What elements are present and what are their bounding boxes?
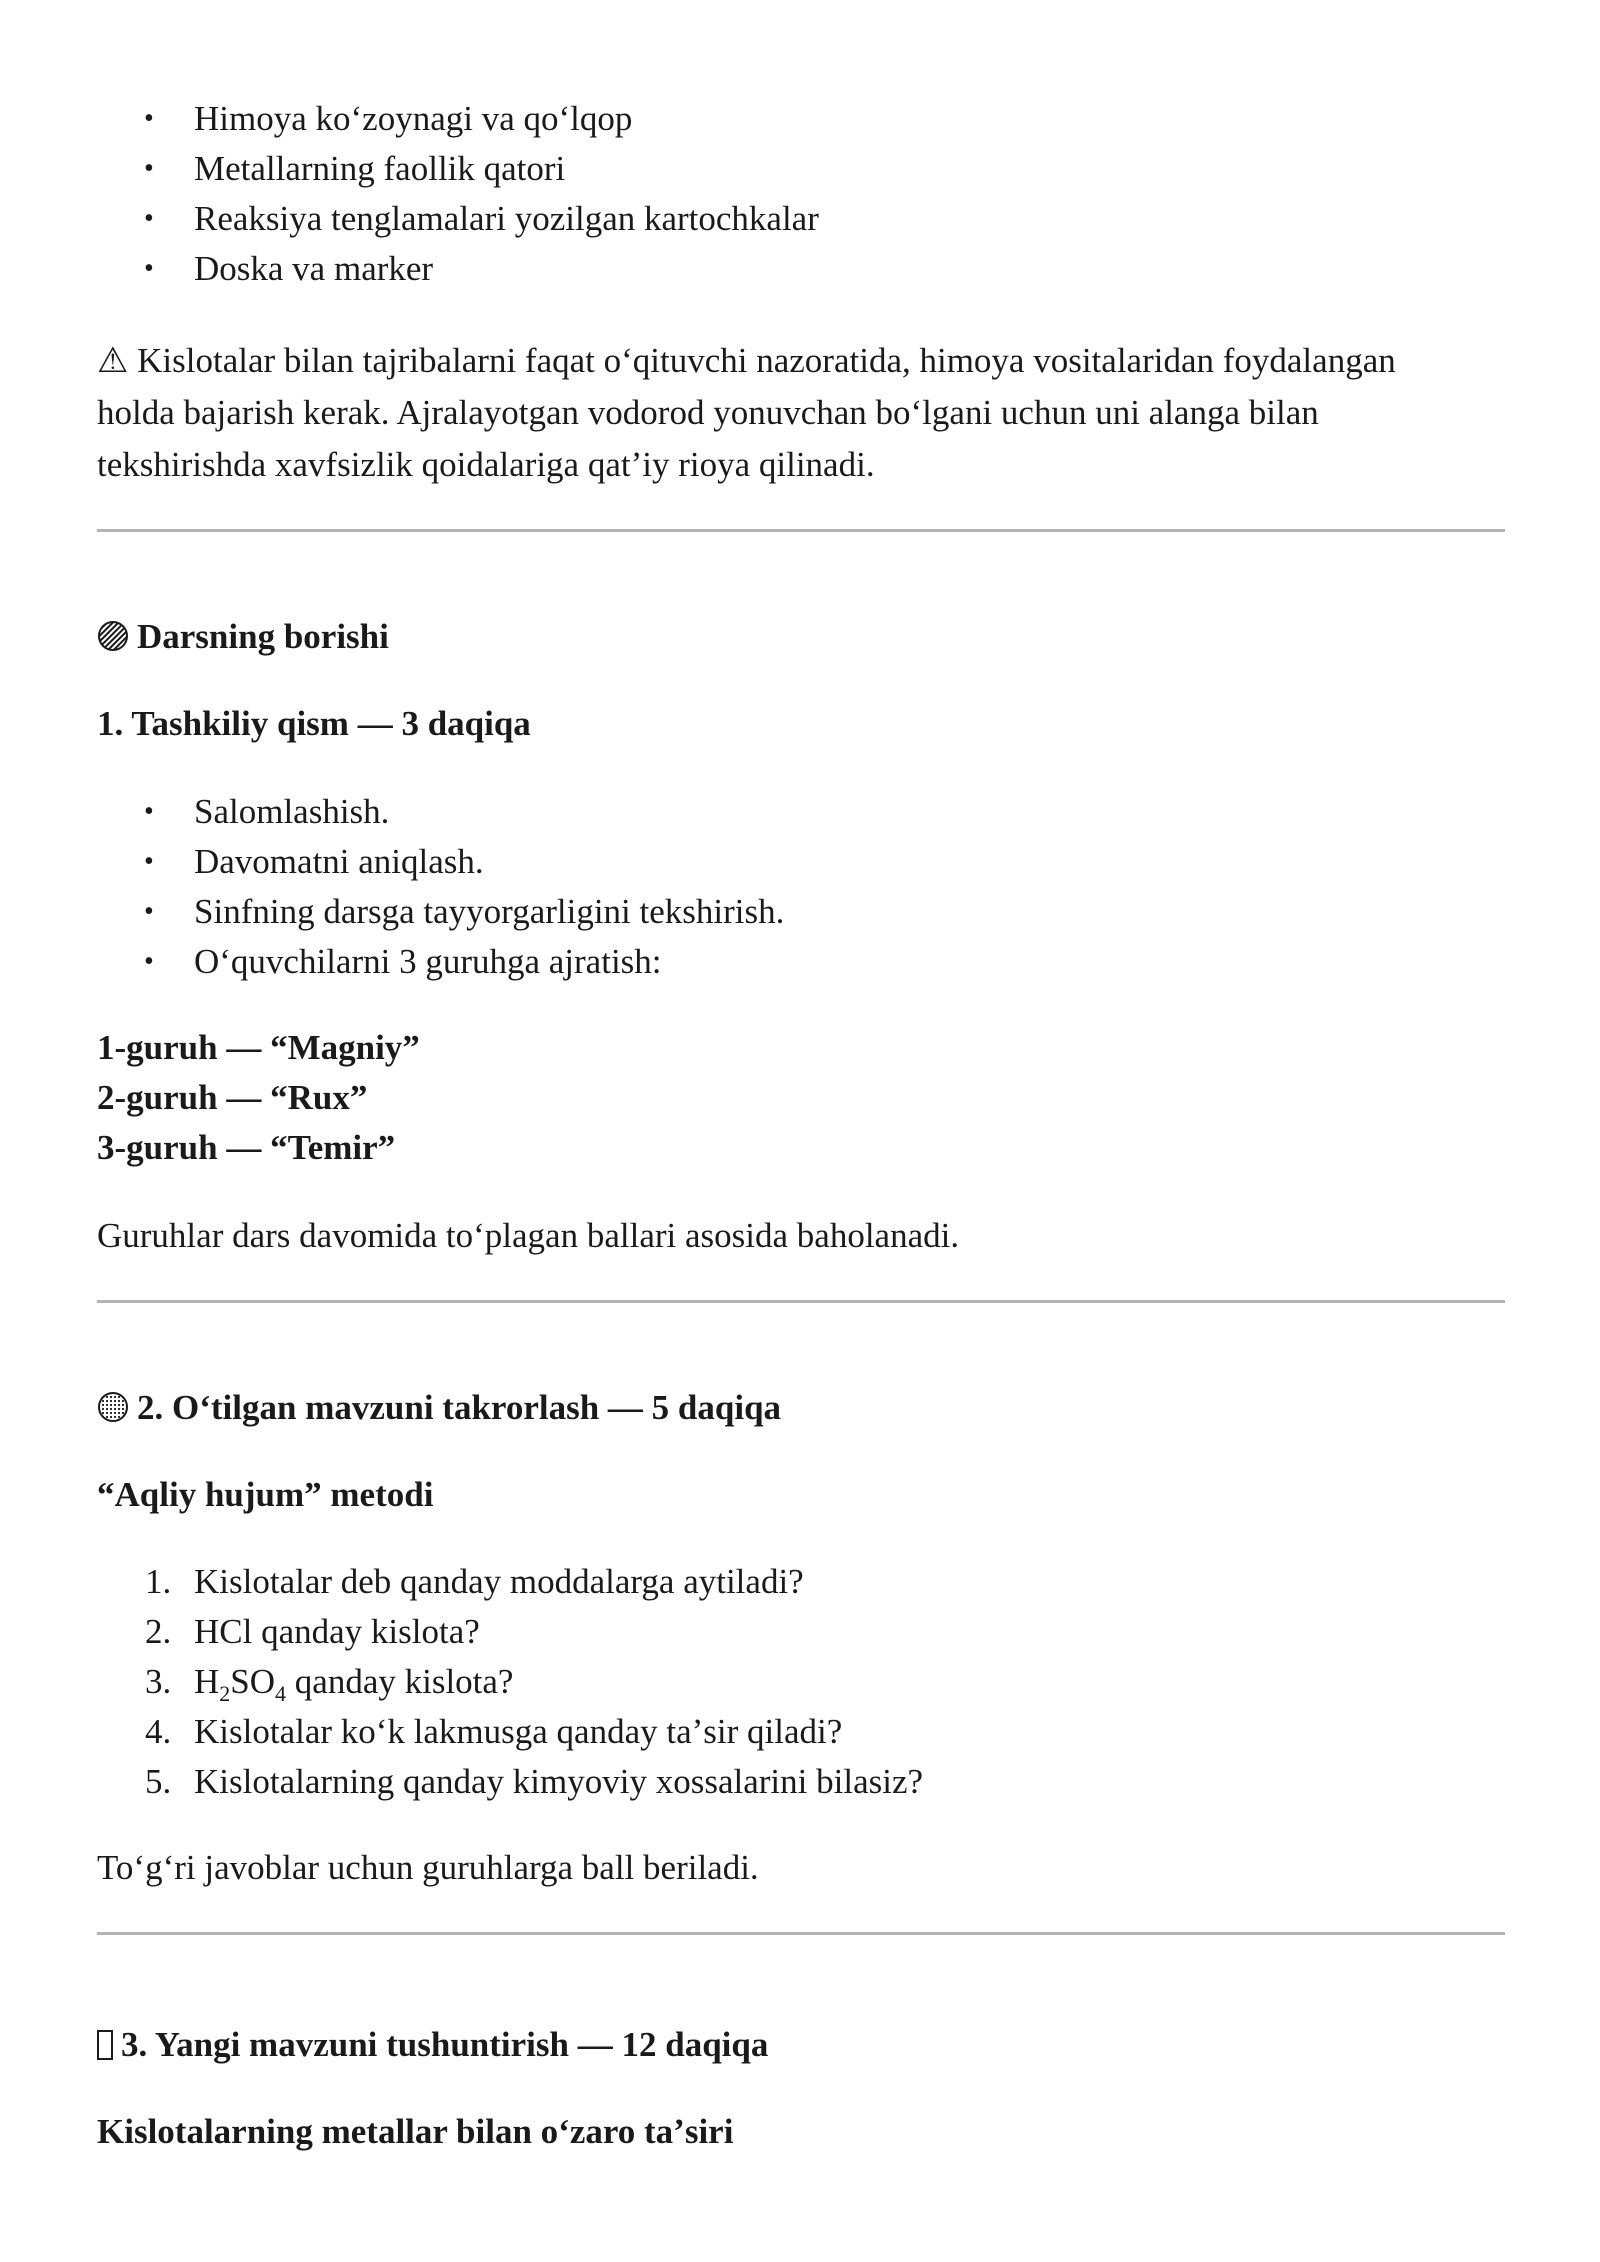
section3-title: 3. Yangi mavzuni tushuntirish — 12 daqiqa bbox=[121, 2025, 769, 2064]
question-list bbox=[97, 1557, 923, 1807]
section2-title: 2. Oʻtilgan mavzuni takrorlash — 5 daqiqa bbox=[137, 1388, 782, 1427]
group-item: 2-guruh — “Rux” bbox=[97, 1078, 368, 1117]
bullet-icon: • bbox=[144, 946, 154, 977]
bullet-icon: • bbox=[144, 253, 154, 284]
list-item bbox=[97, 1707, 923, 1757]
bullet-icon: • bbox=[144, 103, 154, 134]
group-list bbox=[97, 1023, 420, 1173]
list-item-text: Salomlashish. bbox=[194, 792, 390, 831]
divider bbox=[97, 1300, 1505, 1303]
section1-list bbox=[97, 787, 784, 987]
list-item-text: qanday kislota? bbox=[286, 1662, 514, 1701]
list-item bbox=[97, 1557, 923, 1607]
section3-subtitle: Kislotalarning metallar bilan oʻzaro taʼsiri bbox=[97, 2112, 734, 2151]
group-item: 3-guruh — “Temir” bbox=[97, 1128, 396, 1167]
formula-part: H bbox=[194, 1662, 220, 1701]
safety-note-line: tekshirishda xavfsizlik qoidalariga qatʼiy rioya qilinadi. bbox=[97, 445, 875, 484]
safety-note-line: holda bajarish kerak. Ajralayotgan vodorod yonuvchan boʻlgani uchun uni alanga bilan bbox=[97, 393, 1319, 432]
list-item-text: HCl qanday kislota? bbox=[194, 1612, 480, 1651]
list-number: 2. bbox=[145, 1612, 172, 1651]
section1-title: 1. Tashkiliy qism — 3 daqiqa bbox=[97, 704, 531, 743]
bullet-icon: • bbox=[144, 846, 154, 877]
dotted-circle-icon bbox=[97, 1387, 129, 1437]
bullet-icon: • bbox=[144, 153, 154, 184]
list-item-text: Davomatni aniqlash. bbox=[194, 842, 484, 881]
safety-note-line bbox=[97, 335, 1517, 387]
list-item-text: Kislotalarning qanday kimyoviy xossalarini bilasiz? bbox=[194, 1762, 924, 1801]
bullet-icon: • bbox=[144, 203, 154, 234]
list-item bbox=[97, 144, 819, 194]
safety-text: Kislotalar bilan tajribalarni faqat oʻqituvchi nazoratida, himoya vositalaridan foydalangan bbox=[137, 341, 1396, 380]
safety-note bbox=[97, 335, 1517, 491]
formula bbox=[194, 1662, 287, 1706]
section-heading bbox=[97, 2020, 768, 2074]
list-item-text: Metallarning faollik qatori bbox=[194, 149, 566, 188]
list-number: 5. bbox=[145, 1762, 172, 1801]
section1-note: Guruhlar dars davomida toʻplagan ballari asosida baholanadi. bbox=[97, 1216, 960, 1255]
list-item-text: Kislotalar koʻk lakmusga qanday taʼsir qiladi? bbox=[194, 1712, 843, 1751]
list-item-text: Oʻquvchilarni 3 guruhga ajratish: bbox=[194, 942, 662, 981]
section2-method: “Aqliy hujum” metodi bbox=[97, 1475, 434, 1514]
formula-part: SO bbox=[230, 1662, 276, 1701]
bullet-icon: • bbox=[144, 796, 154, 827]
list-number: 4. bbox=[145, 1712, 172, 1751]
list-item-text: Kislotalar deb qanday moddalarga aytiladi? bbox=[194, 1562, 804, 1601]
list-item bbox=[97, 244, 819, 294]
list-number: 3. bbox=[145, 1662, 172, 1701]
list-item bbox=[97, 787, 784, 837]
bullet-icon: • bbox=[144, 896, 154, 927]
list-item-text: Doska va marker bbox=[194, 249, 434, 288]
list-item bbox=[97, 94, 819, 144]
divider bbox=[97, 1932, 1505, 1935]
lesson-flow-title: Darsning borishi bbox=[137, 617, 389, 656]
formula-subscript: 2 bbox=[219, 1681, 231, 1706]
list-item-text: Reaksiya tenglamalari yozilgan kartochkalar bbox=[194, 199, 819, 238]
list-item bbox=[97, 937, 784, 987]
section2-note: Toʻgʻri javoblar uchun guruhlarga ball beriladi. bbox=[97, 1848, 759, 1887]
divider bbox=[97, 529, 1505, 532]
list-item bbox=[97, 194, 819, 244]
section-heading bbox=[97, 612, 389, 666]
list-number: 1. bbox=[145, 1562, 172, 1601]
list-item bbox=[97, 1657, 923, 1707]
list-item-text: Sinfning darsga tayyorgarligini tekshirish. bbox=[194, 892, 785, 931]
formula-subscript: 4 bbox=[275, 1681, 287, 1706]
list-item bbox=[97, 1757, 923, 1807]
section-heading bbox=[97, 1383, 781, 1437]
materials-list bbox=[97, 94, 819, 294]
group-item: 1-guruh — “Magniy” bbox=[97, 1028, 420, 1067]
warning-icon: ⚠ bbox=[97, 341, 129, 380]
list-item bbox=[97, 837, 784, 887]
list-item bbox=[97, 1607, 923, 1657]
list-item bbox=[97, 887, 784, 937]
hatched-circle-icon bbox=[97, 616, 129, 666]
missing-glyph-icon bbox=[97, 2024, 113, 2074]
list-item-text: Himoya koʻzoynagi va qoʻlqop bbox=[194, 99, 633, 138]
